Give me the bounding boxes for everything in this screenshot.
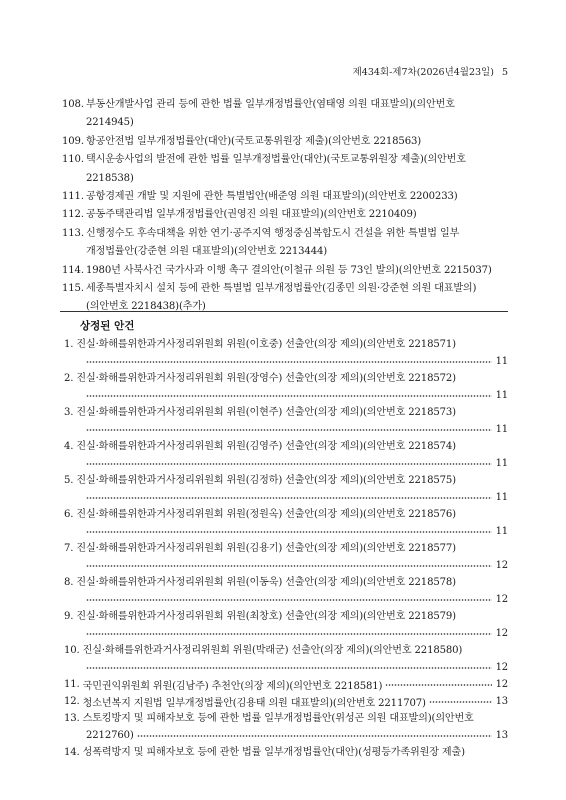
page-header <box>353 64 508 78</box>
item-page-number: 12 <box>495 679 508 690</box>
leader-dots <box>429 697 492 707</box>
leader-dots <box>137 731 492 741</box>
agenda-item-continuation: 2218538) <box>86 172 134 184</box>
presented-item[interactable]: 10. 진실·화해를위한과거사정리위원회 위원(박래군) 선출안(의장 제의)(의안번호 2218580) 12 <box>64 642 508 676</box>
leader-dots <box>86 459 492 469</box>
presented-agenda-list <box>64 336 508 761</box>
section-title: 상정된 안건 <box>80 320 135 332</box>
item-page-number: 13 <box>495 696 508 707</box>
agenda-item-continuation: (의안번호 2218438)(추가) <box>86 301 206 313</box>
item-page-number: 12 <box>495 628 508 639</box>
item-page-number: 11 <box>495 390 508 401</box>
agenda-item: 109. 항공안전법 일부개정법률안(대안)(국토교통위원장 제출)(의안번호 2218563) <box>62 135 422 147</box>
item-page-number: 11 <box>495 492 508 503</box>
presented-item[interactable]: 3. 진실·화해를위한과거사정리위원회 위원(이현주) 선출안(의장 제의)(의안번호 2218573) 11 <box>64 404 508 438</box>
presented-item[interactable]: 4. 진실·화해를위한과거사정리위원회 위원(김영주) 선출안(의장 제의)(의안번호 2218574) 11 <box>64 438 508 472</box>
presented-item[interactable]: 14. 성폭력방지 및 피해자보호 등에 관한 법률 일부개정법률안(대안)(성평등가족위원장 제출) <box>64 747 465 758</box>
page-number: 5 <box>501 67 508 78</box>
presented-item[interactable]: 8. 진실·화해를위한과거사정리위원회 위원(이동욱) 선출안(의장 제의)(의안번호 2218578) 12 <box>64 574 508 608</box>
agenda-item: 111. 공항경제권 개발 및 지원에 관한 특별법안(배준영 의원 대표발의)(의안번호 2200233) <box>62 191 458 203</box>
agenda-item: 113. 신행정수도 후속대책을 위한 연기·공주지역 행정중심복합도시 건설을 위한 특별법 일부 <box>62 227 460 239</box>
agenda-item: 110. 택시운송사업의 발전에 관한 법률 일부개정법률안(대안)(국토교통위원장 제출)(의안번호 <box>62 154 466 166</box>
agenda-item: 114. 1980년 사북사건 국가사과 이행 촉구 결의안(이철규 의원 등 73인 발의)(의안번호 2215037) <box>62 264 492 276</box>
presented-item[interactable]: 5. 진실·화해를위한과거사정리위원회 위원(김정하) 선출안(의장 제의)(의안번호 2218575) 11 <box>64 472 508 506</box>
presented-item[interactable]: 12. 청소년복지 지원법 일부개정법률안(김용태 의원 대표발의)(의안번호 2211707) 13 <box>64 696 508 709</box>
leader-dots <box>86 663 492 673</box>
item-page-number: 12 <box>495 560 508 571</box>
presented-item[interactable]: 13. 스토킹방지 및 피해자보호 등에 관한 법률 일부개정법률안(위성곤 의원 대표발의)(의안번호 2212760) 13 <box>64 713 508 741</box>
agenda-item: 112. 공동주택관리법 일부개정법률안(권영진 의원 대표발의)(의안번호 2210409) <box>62 209 417 221</box>
leader-dots <box>86 425 492 435</box>
item-page-number: 11 <box>495 458 508 469</box>
leader-dots <box>86 595 492 605</box>
leader-dots <box>86 391 492 401</box>
presented-item[interactable]: 1. 진실·화해를위한과거사정리위원회 위원(이호중) 선출안(의장 제의)(의안번호 2218571) 11 <box>64 336 508 370</box>
leader-dots <box>385 680 491 690</box>
item-page-number: 11 <box>495 526 508 537</box>
presented-item[interactable]: 6. 진실·화해를위한과거사정리위원회 위원(정원옥) 선출안(의장 제의)(의안번호 2218576) 11 <box>64 506 508 540</box>
presented-item[interactable]: 11. 국민권익위원회 위원(김남주) 추천안(의장 제의)(의안번호 2218581) 12 <box>64 679 508 692</box>
item-page-number: 13 <box>495 730 508 741</box>
agenda-list <box>64 96 508 317</box>
session-info: 제434회-제7차(2026년4월23일) <box>352 67 494 78</box>
presented-item[interactable]: 7. 진실·화해를위한과거사정리위원회 위원(김용기) 선출안(의장 제의)(의안번호 2218577) 12 <box>64 540 508 574</box>
item-page-number: 12 <box>495 662 508 673</box>
agenda-item-continuation: 2214945) <box>86 117 134 129</box>
presented-item[interactable]: 9. 진실·화해를위한과거사정리위원회 위원(최창호) 선출안(의장 제의)(의안번호 2218579) 12 <box>64 608 508 642</box>
agenda-item-continuation: 개정법률안(강준현 의원 대표발의)(의안번호 2213444) <box>86 246 328 258</box>
leader-dots <box>86 493 492 503</box>
leader-dots <box>86 527 492 537</box>
agenda-item: 115. 세종특별자치시 설치 등에 관한 특별법 일부개정법률안(김종민 의원·강준현 의원 대표발의) <box>62 283 477 295</box>
leader-dots <box>86 629 492 639</box>
item-page-number: 11 <box>495 356 508 367</box>
item-page-number: 12 <box>495 594 508 605</box>
item-page-number: 11 <box>495 424 508 435</box>
leader-dots <box>86 561 492 571</box>
leader-dots <box>86 357 492 367</box>
presented-item[interactable]: 2. 진실·화해를위한과거사정리위원회 위원(장영수) 선출안(의장 제의)(의안번호 2218572) 11 <box>64 370 508 404</box>
section-divider <box>60 311 508 312</box>
agenda-item: 108. 부동산개발사업 관리 등에 관한 법률 일부개정법률안(염태영 의원 대표발의)(의안번호 <box>62 99 455 110</box>
